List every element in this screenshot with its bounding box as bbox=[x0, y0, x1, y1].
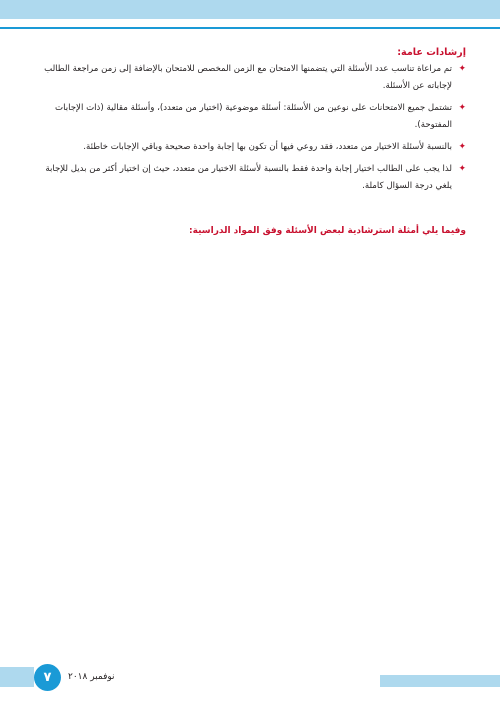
diamond-bullet-icon: ✦ bbox=[458, 103, 466, 113]
list-item bbox=[36, 161, 466, 195]
footer-left-bar bbox=[0, 667, 34, 687]
footer-right-bar bbox=[380, 675, 500, 687]
diamond-bullet-icon: ✦ bbox=[458, 142, 466, 152]
diamond-bullet-icon: ✦ bbox=[458, 164, 466, 174]
header-band bbox=[0, 0, 500, 19]
list-item-text: تم مراعاة تناسب عدد الأسئلة التي يتضمنها الامتحان مع الزمن المخصص للامتحان بالإضافة إلى زمن مراجعة الطالب لإجاباته عن الأسئلة. bbox=[44, 64, 452, 91]
header-rule bbox=[0, 27, 500, 29]
list-item-text: بالنسبة لأسئلة الاختيار من متعدد، فقد روعي فيها أن تكون بها إجابة واحدة صحيحة وباقي الإجابات خاطئة. bbox=[83, 142, 452, 152]
footer-date: نوفمبر ٢٠١٨ bbox=[68, 672, 115, 682]
document-body bbox=[36, 44, 466, 240]
list-item bbox=[36, 61, 466, 95]
list-item-text: تشتمل جميع الامتحانات على نوعين من الأسئلة: أسئلة موضوعية (اختيار من متعدد)، وأسئلة مقالية (ذات الإجابات المفتوحة). bbox=[55, 103, 452, 130]
page-number: ٧ bbox=[34, 664, 61, 691]
list-item bbox=[36, 100, 466, 134]
diamond-bullet-icon: ✦ bbox=[458, 64, 466, 74]
list-item-text: لذا يجب على الطالب اختيار إجابة واحدة فقط بالنسبة لأسئلة الاختيار من متعدد، حيث إن اختيار أكثر من بديل للإجابة يلغي درجة السؤال كاملة. bbox=[45, 164, 452, 191]
examples-intro: وفيما يلي أمثلة استرشادية لبعض الأسئلة وفق المواد الدراسية: bbox=[189, 226, 466, 236]
section-heading: إرشادات عامة: bbox=[397, 47, 466, 58]
guidelines-list bbox=[36, 61, 466, 195]
list-item bbox=[36, 139, 466, 156]
